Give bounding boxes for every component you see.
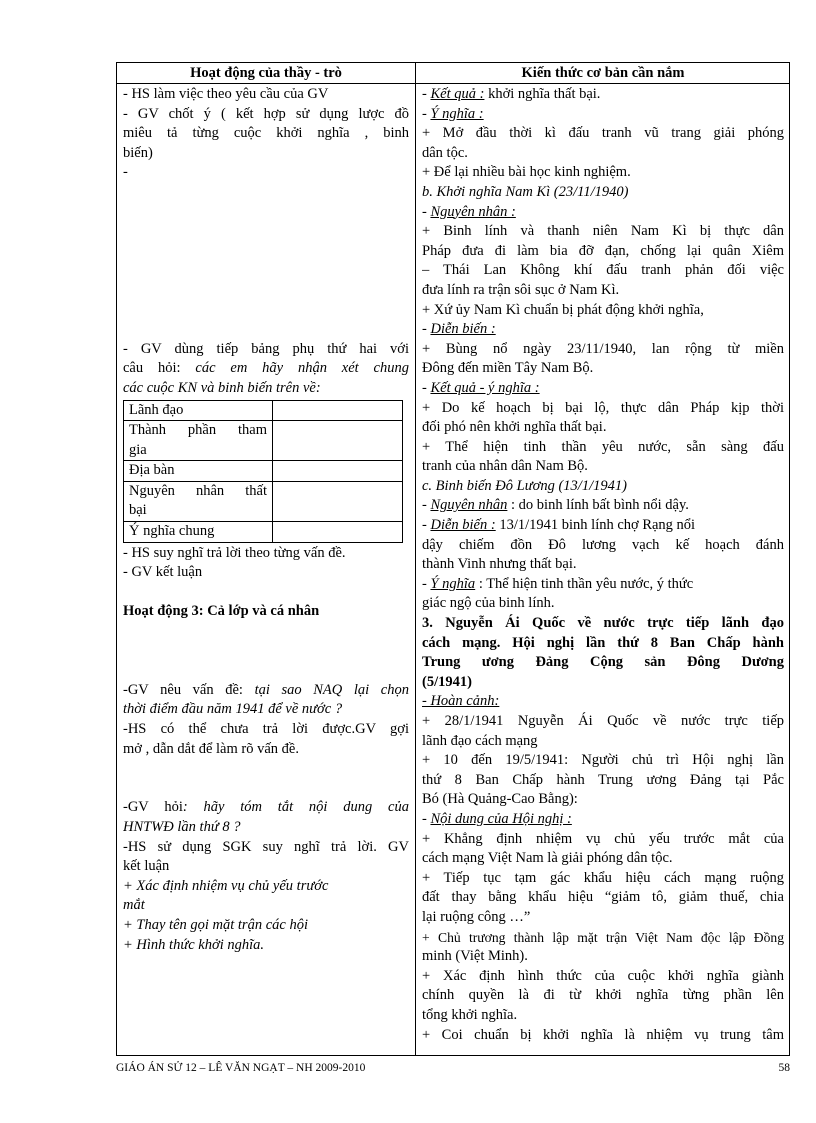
table-cell-empty xyxy=(273,461,403,482)
question-text: tại sao NAQ lại chọn xyxy=(254,681,409,698)
text-line: thứ 8 Ban Chấp hành Trung ương Đảng tại Pắc xyxy=(422,771,784,788)
text-line: + Xác định hình thức của cuộc khởi nghĩa giành xyxy=(422,967,784,984)
lesson-plan-table xyxy=(116,62,790,1056)
question-text: thời điểm đầu năm 1941 để về nước ? xyxy=(123,701,343,718)
text-line: - GV chốt ý ( kết hợp sử dụng lược đồ xyxy=(123,105,409,122)
text-line: -GV hỏi: hãy tóm tắt nội dung của xyxy=(123,799,409,816)
header-teacher-student-activity: Hoạt động của thầy - trò xyxy=(190,65,342,81)
text-run: câu hỏi: xyxy=(123,360,196,377)
text-line: + Bùng nổ ngày 23/11/1940, lan rộng từ miền xyxy=(422,340,784,357)
section-heading: (5/1941) xyxy=(422,673,472,690)
text-line xyxy=(123,359,409,379)
section-heading: c. Binh biến Đô Lương (13/1/1941) xyxy=(422,477,627,494)
text-line: Đông đến miền Tây Nam Bộ. xyxy=(422,360,594,377)
text-line: - Nguyên nhân : do binh lính bất bình nổi dậy. xyxy=(422,497,689,514)
knowledge-column xyxy=(422,85,784,1045)
question-text: các em hãy nhận xét chung xyxy=(195,360,409,377)
text-line: + 28/1/1941 Nguyễn Ái Quốc về nước trực tiếp xyxy=(422,713,784,729)
text-line: - Diễn biến : 13/1/1941 binh lính chợ Rạng nổi xyxy=(422,517,696,534)
table-cell-empty xyxy=(273,400,403,421)
text-line: + Chủ trương thành lập mặt trận Việt Nam độc lập Đồng xyxy=(422,929,784,945)
section-heading: cách mạng. Hội nghị lần thứ 8 Ban Chấp hành xyxy=(422,634,784,651)
header-core-knowledge: Kiến thức cơ bản cần nắm xyxy=(521,65,685,81)
text-line: mắt xyxy=(123,897,145,914)
text-line: - HS làm việc theo yêu cầu của GV xyxy=(123,86,329,102)
text-line: - Hoàn cảnh: xyxy=(422,693,500,710)
section-heading: Trung ương Đảng Cộng sản Đông Dương xyxy=(422,654,784,671)
text-line: cách mạng Việt Nam là giải phóng dân tộc. xyxy=(422,850,673,867)
text-line: + Mở đầu thời kì đấu tranh vũ trang giải phóng xyxy=(422,125,784,142)
text-line: - Nội dung của Hội nghị : xyxy=(422,810,572,827)
text-line: – Thái Lan Không khí đấu tranh phản đối việc xyxy=(422,262,784,279)
text-line: mở , dẫn dắt để làm rõ vấn đề. xyxy=(123,740,299,757)
text-line: Bó (Hà Quảng-Cao Bằng): xyxy=(422,791,578,808)
text-line xyxy=(123,818,409,838)
text-line: + Xác định nhiệm vụ chủ yếu trước xyxy=(123,877,329,894)
text-line: + Khẳng định nhiệm vụ chủ yếu trước mắt của xyxy=(422,830,784,847)
page-footer xyxy=(116,1058,790,1078)
text-line: đưa lính ra trận sôi sục ở Nam Kì. xyxy=(422,281,620,298)
text-line: + Tiếp tục tạm gác khẩu hiệu cách mạng ruộng xyxy=(422,869,784,886)
activity-heading: Hoạt động 3: Cả lớp và cá nhân xyxy=(123,603,320,620)
table-row xyxy=(124,481,403,521)
table-cell: Địa bàn xyxy=(124,461,273,482)
text-line: + Coi chuẩn bị khởi nghĩa là nhiệm vụ trung tâm xyxy=(422,1026,784,1043)
text-line: - GV kết luận xyxy=(123,564,203,581)
text-line: + Để lại nhiều bài học kinh nghiệm. xyxy=(422,164,631,181)
text-line: - GV dùng tiếp bảng phụ thứ hai với xyxy=(123,340,409,357)
text-line: giác ngộ của binh lính. xyxy=(422,595,555,612)
text-line: + Hình thức khởi nghĩa. xyxy=(123,936,265,953)
text-line: đất thay bằng khẩu hiệu “giảm tô, giảm thuế, chia xyxy=(422,889,784,906)
table-cell: Nguyên nhân thất bại xyxy=(124,481,273,521)
text-line: - Ý nghĩa : xyxy=(422,105,484,122)
table-cell-empty xyxy=(273,522,403,543)
text-line: thành Vinh nhưng thất bại. xyxy=(422,556,577,573)
text-line: - Kết quả - ý nghĩa : xyxy=(422,379,540,396)
question-text: : hãy tóm tắt nội dung của xyxy=(182,799,409,816)
text-line: - xyxy=(123,164,128,181)
text-line xyxy=(123,700,409,720)
text-line: tổng khởi nghĩa. xyxy=(422,1006,518,1023)
text-line: - Diễn biến : xyxy=(422,321,496,338)
section-heading: 3. Nguyễn Ái Quốc về nước trực tiếp lãnh đạo xyxy=(422,615,784,632)
text-line: lãnh đạo cách mạng xyxy=(422,732,538,749)
text-line: biến) xyxy=(123,144,153,161)
text-line: dậy chiếm đồn Đô lương vạch kế hoạch đánh xyxy=(422,536,784,553)
text-line: -HS sử dụng SGK suy nghĩ trả lời. GV xyxy=(123,838,409,855)
text-line: - Nguyên nhân : xyxy=(422,203,516,220)
table-row xyxy=(124,400,403,421)
text-line: - HS suy nghĩ trả lời theo từng vấn đề. xyxy=(123,544,346,561)
table-row xyxy=(124,421,403,461)
section-heading: b. Khởi nghĩa Nam Kì (23/11/1940) xyxy=(422,183,629,200)
table-header-row xyxy=(117,63,789,84)
table-row xyxy=(124,461,403,482)
text-line: -HS có thể chưa trả lời được.GV gợi xyxy=(123,721,409,737)
text-line: - Ý nghĩa : Thể hiện tinh thần yêu nước, ý thức xyxy=(422,575,694,592)
table-cell: Thành phần tham gia xyxy=(124,421,273,461)
text-line: + Thay tên gọi mặt trận các hội xyxy=(123,916,308,933)
text-line: + Xứ ủy Nam Kì chuẩn bị phát động khởi nghĩa, xyxy=(422,301,704,318)
table-cell: Ý nghĩa chung xyxy=(124,522,273,543)
question-text: HNTWĐ lần thứ 8 ? xyxy=(123,818,241,835)
text-line: miêu tả từng cuộc khởi nghĩa , binh xyxy=(123,125,409,142)
text-line: + Do kế hoạch bị bại lộ, thực dân Pháp kịp thời xyxy=(422,399,784,416)
text-line: + Thể hiện tinh thần yêu nước, sẵn sàng đấu xyxy=(422,438,784,455)
table-cell-empty xyxy=(273,421,403,461)
text-line: minh (Việt Minh). xyxy=(422,948,528,965)
table-row xyxy=(124,522,403,543)
footer-title: GIÁO ÁN SỬ 12 – LÊ VĂN NGẠT – NH 2009-2010 xyxy=(116,1062,366,1074)
text-line: -GV nêu vấn đề: tại sao NAQ lại chọn xyxy=(123,681,409,698)
text-line: đối phó nên khởi nghĩa thất bại. xyxy=(422,419,607,436)
page-number: 58 xyxy=(778,1062,790,1074)
question-text: các cuộc KN và binh biến trên về: xyxy=(123,379,321,396)
column-divider xyxy=(415,63,416,1055)
text-line: chính quyền là đi từ khởi nghĩa từng phần lên xyxy=(422,987,784,1004)
text-line: tranh của nhân dân Nam Bộ. xyxy=(422,458,588,475)
table-cell-empty xyxy=(273,481,403,521)
comparison-table xyxy=(123,400,403,543)
text-line: - Kết quả : khởi nghĩa thất bại. xyxy=(422,86,601,102)
text-line: + Binh lính và thanh niên Nam Kì bị thực dân xyxy=(422,223,784,240)
text-line: dân tộc. xyxy=(422,144,468,161)
text-line: kết luận xyxy=(123,858,170,875)
text-line xyxy=(123,379,409,399)
text-line: + 10 đến 19/5/1941: Người chủ trì Hội nghị lần xyxy=(422,752,784,769)
table-cell: Lãnh đạo xyxy=(124,400,273,421)
activity-column xyxy=(123,85,409,955)
text-line: lại ruộng công …” xyxy=(422,908,531,925)
text-line: Pháp đưa đi làm bia đỡ đạn, chống lại quân Xiêm xyxy=(422,242,784,259)
